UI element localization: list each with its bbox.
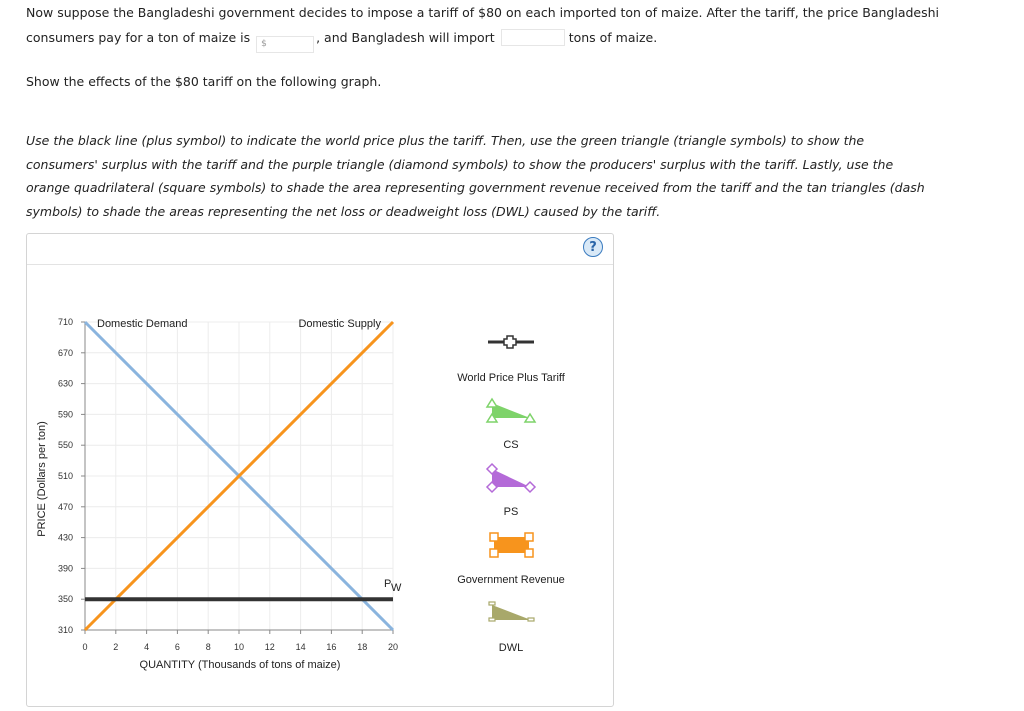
- y-tick-label: 630: [57, 378, 73, 389]
- y-tick-label: 310: [57, 625, 73, 635]
- x-tick-label: 0: [82, 642, 88, 652]
- world-price-subscript: W: [391, 582, 402, 595]
- y-tick-label: 710: [57, 317, 73, 327]
- y-tick-label: 510: [57, 471, 73, 481]
- dash-icon: [528, 618, 534, 621]
- x-tick-label: 6: [174, 642, 180, 652]
- question-text-1: Now suppose the Bangladeshi government decides to impose a tariff of $80 on each imported ton of maize. After the tariff, the price Bangladeshi: [26, 5, 940, 20]
- world-price-label: P: [384, 578, 392, 591]
- graph-instructions: Use the black line (plus symbol) to indicate the world price plus the tariff. Then, use the green triangle (triangle symbols) to show the consumers' surplus with the tariff and the purple triangle (diamond symbols) to show the producers' surplus with the tariff. Lastly, use the orange quadrilateral (square symbols) to shade the area representing government revenue received from the tariff and the tan triangles (dash symbols) to shade the areas representing the net loss or deadweight loss (DWL) caused by the tariff.: [26, 133, 925, 219]
- x-axis-title: QUANTITY (Thousands of tons of maize): [139, 659, 341, 671]
- legend-dwl[interactable]: [489, 602, 534, 621]
- y-tick-label: 670: [57, 347, 73, 358]
- domestic-demand-label: Domestic Demand: [97, 318, 188, 330]
- y-tick-label: 590: [57, 409, 73, 420]
- legend-label-ps: PS: [503, 506, 519, 518]
- x-tick-label: 14: [295, 642, 306, 652]
- x-tick-label: 10: [233, 642, 245, 652]
- help-icon[interactable]: ?: [583, 237, 603, 257]
- legend-label-dwl: DWL: [498, 642, 524, 654]
- legend-ps[interactable]: [487, 464, 535, 492]
- legend-label-world-price-plus-tariff: World Price Plus Tariff: [457, 372, 565, 384]
- y-tick-label: 430: [57, 532, 73, 543]
- square-icon: [490, 533, 498, 541]
- x-tick-label: 16: [326, 642, 337, 652]
- x-tick-label: 4: [144, 642, 150, 652]
- question-text-3: Show the effects of the $80 tariff on the following graph.: [26, 74, 382, 89]
- dash-icon: [489, 602, 495, 605]
- dwl-triangle-fill: [492, 605, 531, 620]
- square-icon: [525, 549, 533, 557]
- ps-triangle-fill: [492, 469, 530, 487]
- x-tick-label: 20: [387, 642, 399, 652]
- gov-revenue-fill: [494, 537, 529, 553]
- domestic-supply-label: Domestic Supply: [298, 318, 381, 330]
- square-icon: [490, 549, 498, 557]
- question-text-2c: tons of maize.: [568, 30, 658, 45]
- dollar-sign: $: [261, 39, 267, 49]
- x-tick-label: 8: [205, 642, 211, 652]
- y-tick-label: 550: [57, 440, 73, 451]
- x-tick-label: 12: [264, 642, 275, 652]
- y-axis-title: PRICE (Dollars per ton): [36, 421, 48, 537]
- y-tick-label: 390: [57, 563, 73, 574]
- legend-government-revenue[interactable]: [490, 533, 533, 557]
- cs-triangle-fill: [492, 403, 530, 418]
- legend-cs[interactable]: [487, 399, 535, 422]
- triangle-icon: [487, 399, 497, 407]
- square-icon: [525, 533, 533, 541]
- question-text-2a: consumers pay for a ton of maize is: [26, 30, 251, 45]
- x-tick-label: 2: [113, 642, 119, 652]
- legend-label-government-revenue: Government Revenue: [457, 574, 565, 586]
- legend: [457, 336, 566, 654]
- x-tick-label: 18: [357, 642, 368, 652]
- dash-icon: [489, 618, 495, 621]
- y-tick-label: 350: [57, 594, 73, 605]
- plus-icon: [504, 336, 516, 348]
- question-text-2b: , and Bangladesh will import: [316, 30, 495, 45]
- y-tick-label: 470: [57, 501, 73, 512]
- legend-label-cs: CS: [503, 439, 519, 451]
- legend-world-price-plus-tariff[interactable]: [488, 336, 534, 348]
- diamond-icon: [525, 482, 535, 492]
